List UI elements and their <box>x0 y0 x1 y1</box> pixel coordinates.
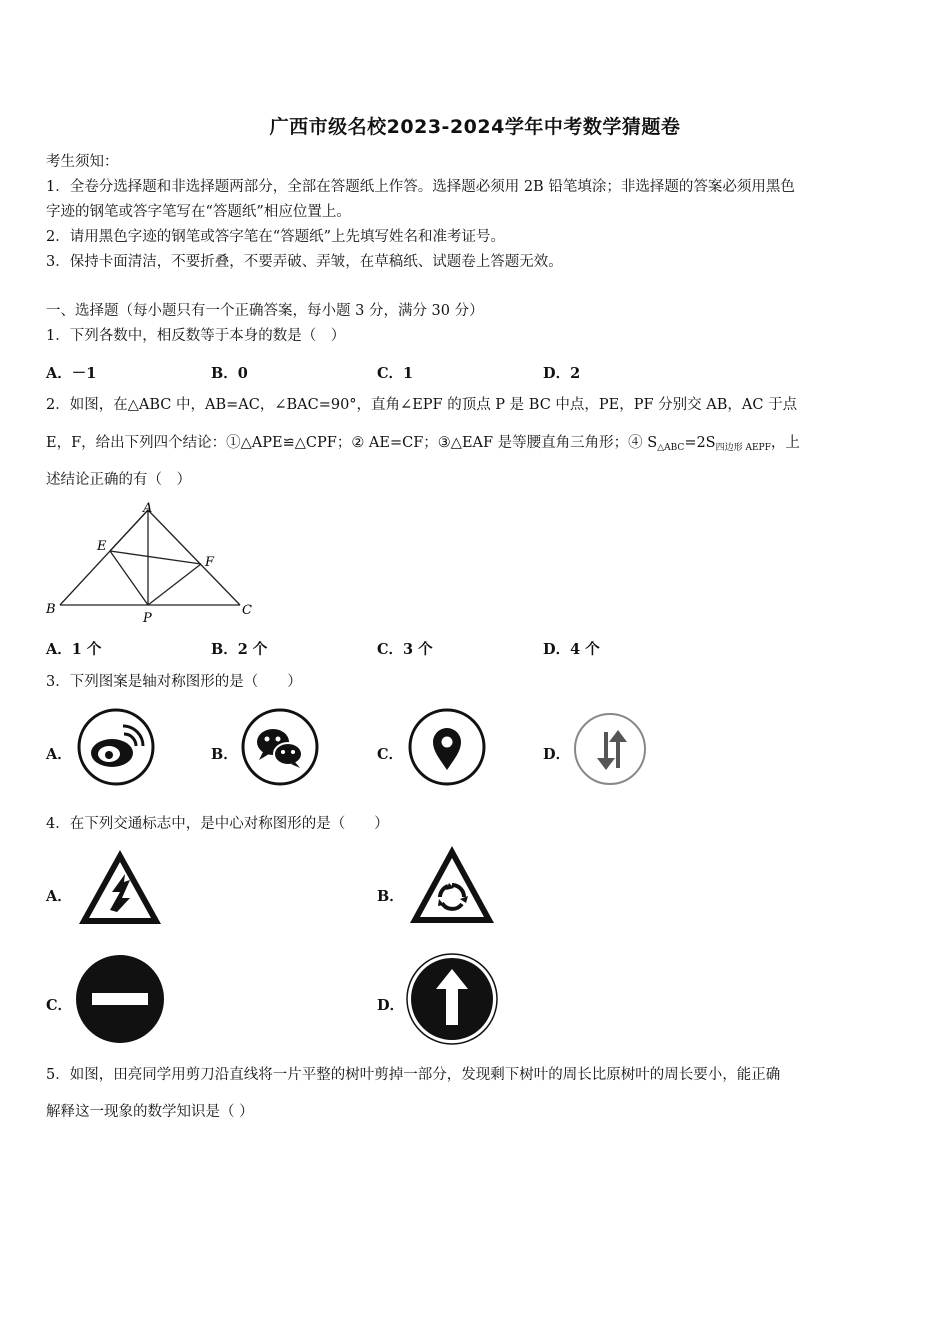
notice-heading: 考生须知： <box>46 154 119 170</box>
q2-subscript: △ABC <box>657 443 685 453</box>
weibo-icon <box>75 706 157 792</box>
q1-option-b: B．0 <box>211 365 248 382</box>
label-p: P <box>143 611 152 626</box>
page-title: 广西市级名校2023-2024学年中考数学猜题卷 <box>269 116 681 138</box>
notice-item: 2．请用黑色字迹的钢笔或答字笔在“答题纸”上先填写姓名和准考证号。 <box>46 229 506 245</box>
q2-text: ，上 <box>770 435 800 451</box>
q2-option-b: B．2 个 <box>211 641 268 658</box>
q1-option-c: C．1 <box>377 365 414 382</box>
q2-subscript: 四边形 AEPF <box>715 443 771 453</box>
question-5-line: 5．如图，田亮同学用剪刀沿直线将一片平整的树叶剪掉一部分，发现剩下树叶的周长比原树叶的周长要小，能正确 <box>46 1067 781 1083</box>
up-down-arrows-icon <box>571 710 649 792</box>
winding-road-sign-icon <box>75 846 165 932</box>
question-2-line <box>46 433 800 458</box>
straight-ahead-sign-icon <box>406 953 498 1049</box>
q4-option-c: C． <box>46 997 73 1014</box>
roundabout-sign-icon <box>406 843 498 931</box>
q2-text: E，F，给出下列四个结论：①△APE≌△CPF；② AE=CF；③△EAF 是等腰直角三角形；④ S <box>46 435 658 451</box>
wechat-icon <box>239 706 321 792</box>
q3-option-d: D． <box>543 746 571 763</box>
question-1-stem: 1．下列各数中，相反数等于本身的数是（ ） <box>46 328 346 344</box>
q3-option-a: A． <box>46 746 72 763</box>
q2-option-a: A．1 个 <box>46 641 102 658</box>
q4-option-d: D． <box>377 997 405 1014</box>
question-2-line: 2．如图，在△ABC 中，AB=AC，∠BAC=90°，直角∠EPF 的顶点 P 是 BC 中点，PE，PF 分别交 AB，AC 于点 <box>46 397 798 413</box>
q4-option-a: A． <box>46 888 72 905</box>
q2-text: =2S <box>684 435 716 451</box>
label-a: A <box>143 501 153 516</box>
label-f: F <box>205 555 215 570</box>
question-3-stem: 3．下列图案是轴对称图形的是（ ） <box>46 674 302 690</box>
notice-item: 字迹的钢笔或答字笔写在“答题纸”相应位置上。 <box>46 204 351 220</box>
question-4-stem: 4．在下列交通标志中，是中心对称图形的是（ ） <box>46 816 389 832</box>
q3-option-c: C． <box>377 746 404 763</box>
q1-option-d: D．2 <box>543 365 581 382</box>
section-heading: 一、选择题（每小题只有一个正确答案，每小题 3 分，满分 30 分） <box>46 303 484 319</box>
question-2-line: 述结论正确的有（ ） <box>46 472 191 488</box>
label-c: C <box>242 603 252 618</box>
q1-option-a: A．－1 <box>46 365 97 382</box>
q2-option-c: C．3 个 <box>377 641 433 658</box>
label-b: B <box>46 602 56 617</box>
location-pin-icon <box>406 706 488 792</box>
q4-option-b: B． <box>377 888 404 905</box>
q2-option-d: D．4 个 <box>543 641 600 658</box>
notice-item: 1．全卷分选择题和非选择题两部分，全部在答题纸上作答。选择题必须用 2B 铅笔填涂；非选择题的答案必须用黑色 <box>46 179 795 195</box>
no-entry-sign-icon <box>74 953 166 1049</box>
q3-option-b: B． <box>211 746 238 763</box>
label-e: E <box>97 539 107 554</box>
notice-item: 3．保持卡面清洁，不要折叠，不要弄破、弄皱，在草稿纸、试题卷上答题无效。 <box>46 254 563 270</box>
triangle-figure <box>44 500 256 630</box>
question-5-line: 解释这一现象的数学知识是（ ） <box>46 1104 254 1120</box>
